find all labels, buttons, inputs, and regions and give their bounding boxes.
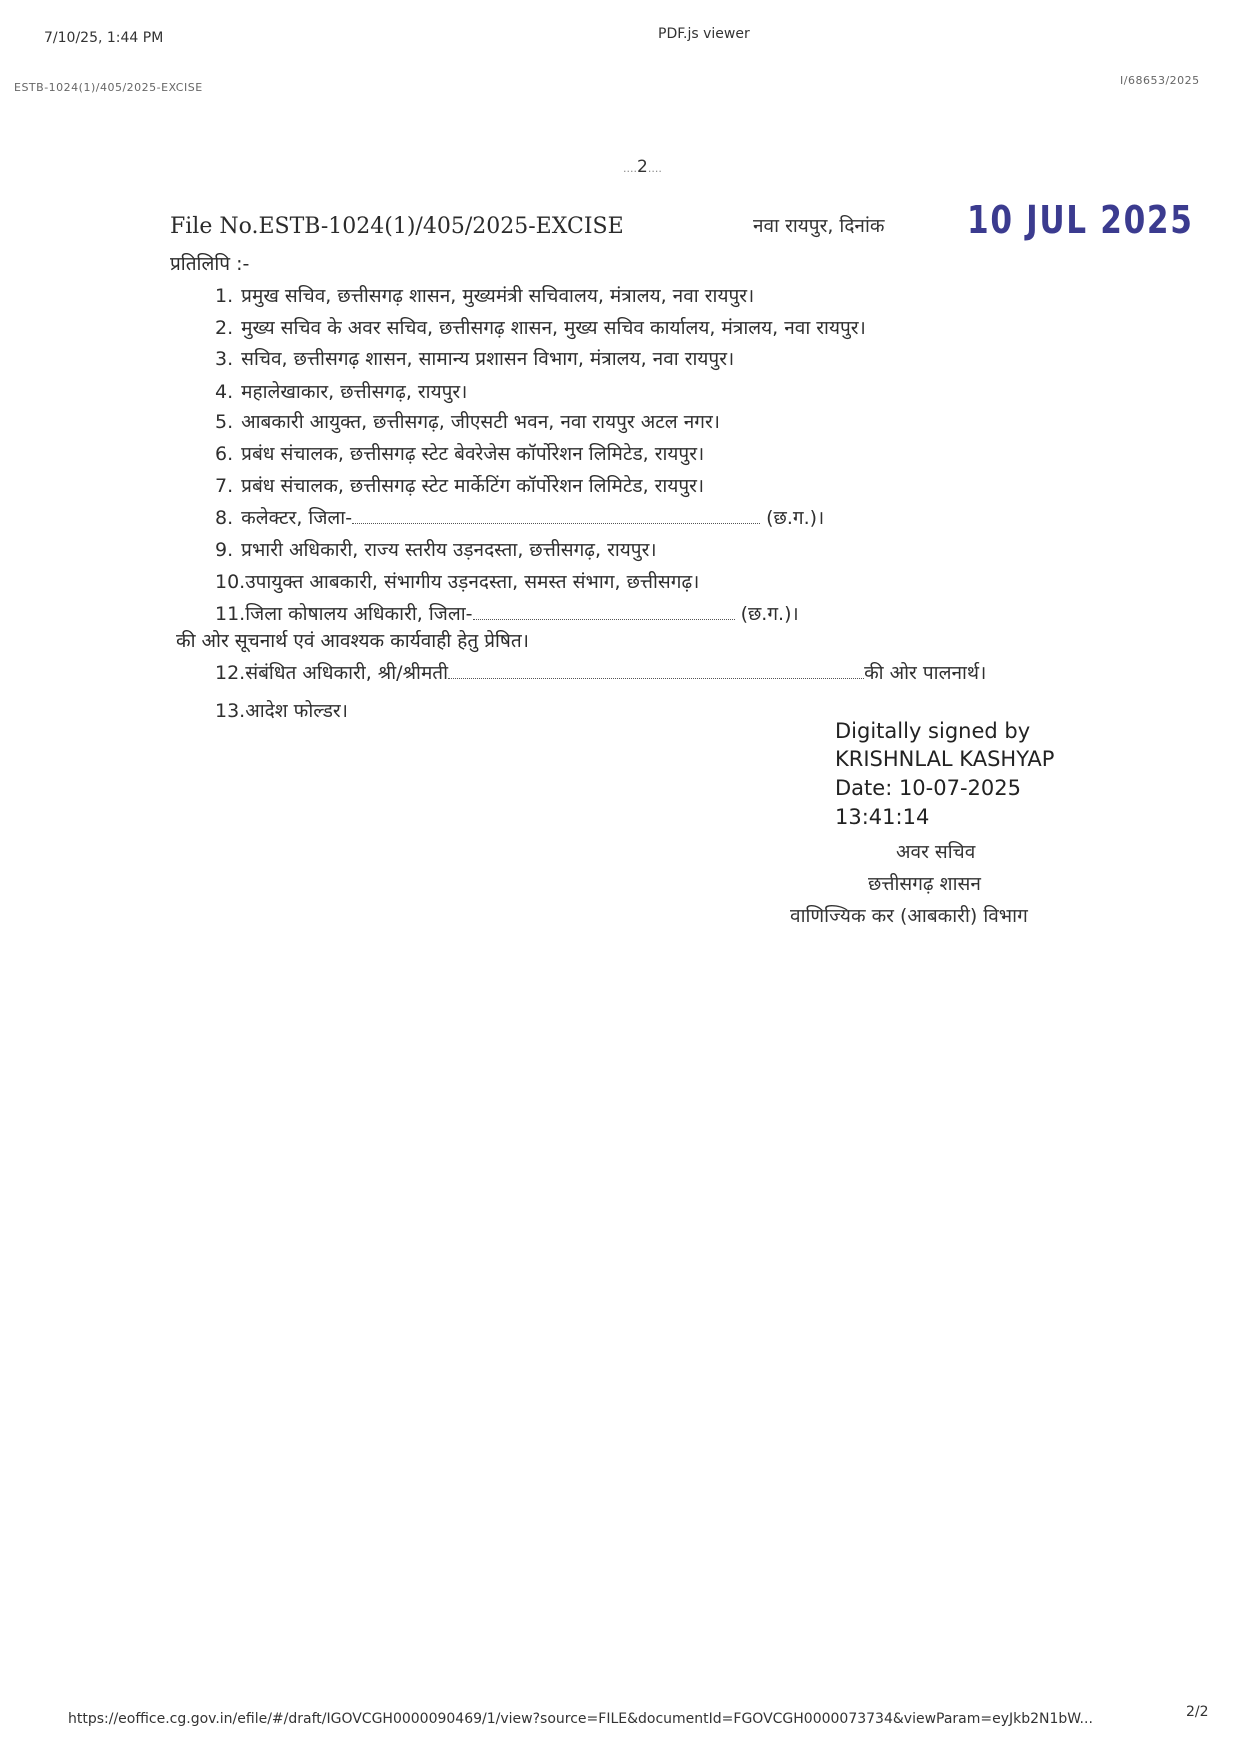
list-item: 5. आबकारी आयुक्त, छत्तीसगढ़, जीएसटी भवन, नवा रायपुर अटल नगर। [215,411,720,433]
designation-govt: छत्तीसगढ़ शासन [868,873,981,895]
signature-line: Digitally signed by [835,719,1031,743]
blank-line [473,605,735,620]
list-item: 2. मुख्य सचिव के अवर सचिव, छत्तीसगढ़ शासन, मुख्य सचिव कार्यालय, मंत्रालय, नवा रायपुर। [215,317,866,339]
place-date-label: नवा रायपुर, दिनांक [753,215,885,237]
blank-line [352,509,760,524]
blank-line [448,664,864,679]
header-receipt-ref: I/68653/2025 [1120,74,1200,87]
signer-name: KRISHNLAL KASHYAP [835,747,1055,771]
list-item: 3. सचिव, छत्तीसगढ़ शासन, सामान्य प्रशासन विभाग, मंत्रालय, नवा रायपुर। [215,348,735,370]
signature-time: 13:41:14 [835,805,930,829]
footer-url: https://eoffice.cg.gov.in/efile/#/draft/IGOVCGH0000090469/1/view?source=FILE&documentId=FGOVCGH0000073734&viewParam=eyJkb2N1bW... [68,1711,1093,1727]
page-number: ....2.... [623,157,662,177]
list-item: 9. प्रभारी अधिकारी, राज्य स्तरीय उड़नदस्ता, छत्तीसगढ़, रायपुर। [215,539,657,561]
list-item: 13.आदेश फोल्डर। [215,700,348,722]
designation-department: वाणिज्यिक कर (आबकारी) विभाग [790,905,1028,927]
list-item: 1. प्रमुख सचिव, छत्तीसगढ़ शासन, मुख्यमंत्री सचिवालय, मंत्रालय, नवा रायपुर। [215,285,755,307]
footer-page-indicator: 2/2 [1186,1704,1209,1720]
list-item: 10.उपायुक्त आबकारी, संभागीय उड़नदस्ता, समस्त संभाग, छत्तीसगढ़। [215,571,700,593]
signature-date: Date: 10-07-2025 [835,776,1021,800]
list-item: 11.जिला कोषालय अधिकारी, जिला- (छ.ग.)। [215,603,799,625]
forward-note: की ओर सूचनार्थ एवं आवश्यक कार्यवाही हेतु प्रेषित। [176,630,529,652]
list-item: 7. प्रबंध संचालक, छत्तीसगढ़ स्टेट मार्केटिंग कॉर्पोरेशन लिमिटेड, रायपुर। [215,475,705,497]
list-item: 6. प्रबंध संचालक, छत्तीसगढ़ स्टेट बेवरेजेस कॉर्पोरेशन लिमिटेड, रायपुर। [215,443,705,465]
file-number: File No.ESTB-1024(1)/405/2025-EXCISE [170,214,624,239]
copy-label: प्रतिलिपि :- [170,253,250,275]
list-item: 4. महालेखाकार, छत्तीसगढ़, रायपुर। [215,381,468,403]
viewer-title: PDF.js viewer [658,26,750,42]
list-item: 12.संबंधित अधिकारी, श्री/श्रीमती की ओर पालनार्थ। [215,662,987,684]
date-stamp: 10 JUL 2025 [967,198,1194,242]
print-date: 7/10/25, 1:44 PM [44,30,164,46]
header-file-ref: ESTB-1024(1)/405/2025-EXCISE [14,81,203,94]
list-item: 8. कलेक्टर, जिला- (छ.ग.)। [215,507,825,529]
designation-title: अवर सचिव [896,841,976,863]
